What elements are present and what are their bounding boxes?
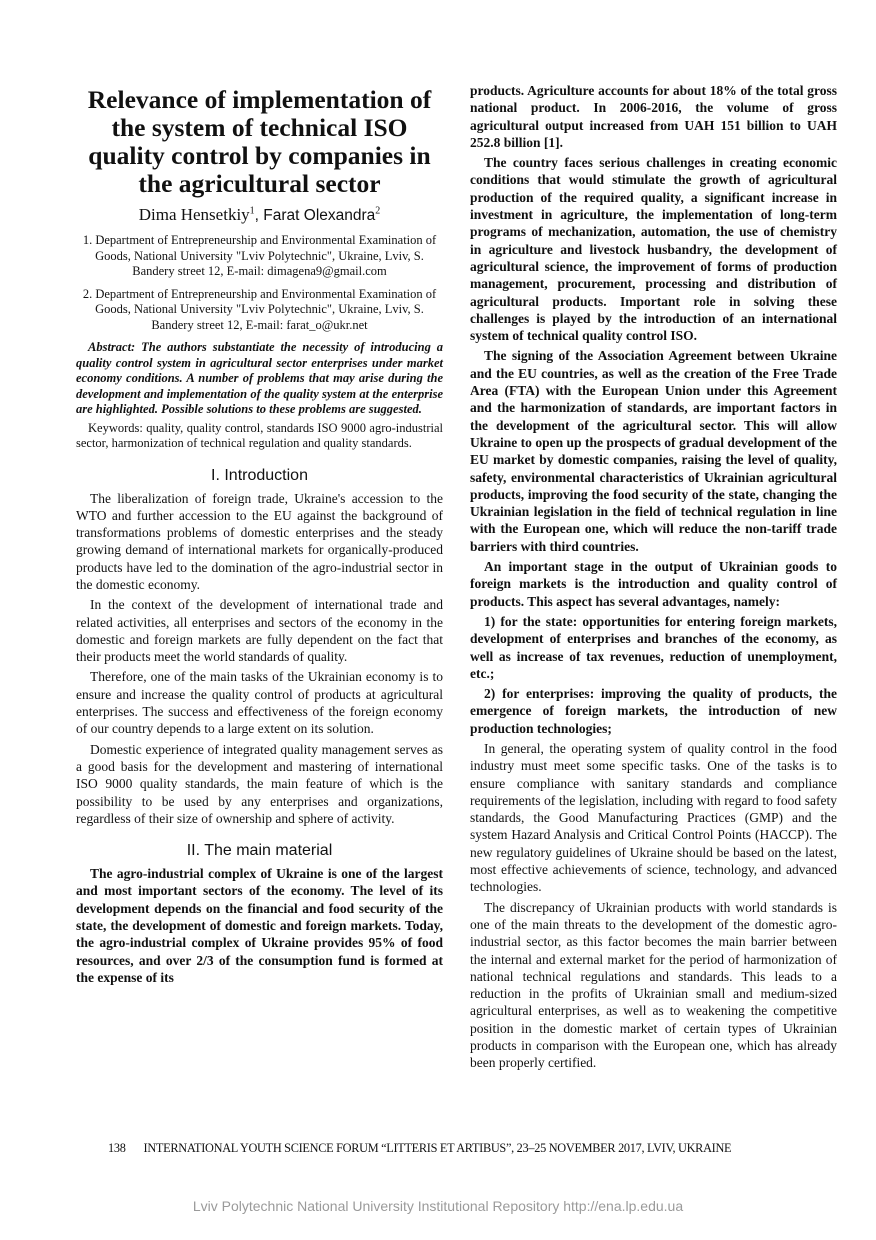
paragraph: Therefore, one of the main tasks of the Ukrainian economy is to ensure and increase the quality control of products at agricultural enterprises. The success and effectiveness of the foreign economy of our country depends to a large extent on its solution. bbox=[76, 669, 443, 737]
footer-text: INTERNATIONAL YOUTH SCIENCE FORUM “LITTERIS ET ARTIBUS”, 23–25 NOVEMBER 2017, LVIV, UKRAINE bbox=[143, 1141, 732, 1155]
section-heading: I. Introduction bbox=[211, 466, 308, 484]
section-heading: II. The main material bbox=[186, 842, 333, 860]
left-column bbox=[76, 86, 443, 989]
paragraph: The country faces serious challenges in creating economic conditions that would stimulate the growth of agricultural production of the required quality, a significant increase in investment in agriculture, the implementation of long-term programs of mechanization, automation, the use of chemistry in agriculture and livestock husbandry, the development of agricultural science, the improvement of forms of production management, procurement, processing and distribution of agricultural products. Important role in solving these challenges is played by the introduction of an international system of technical quality control ISO. bbox=[470, 155, 837, 344]
repository-watermark: Lviv Polytechnic National University Institutional Repository http://ena.lp.edu.ua bbox=[192, 1198, 684, 1214]
page-footer bbox=[108, 1140, 731, 1156]
author-affiliation-mark: 1 bbox=[249, 205, 255, 217]
paper-title: Relevance of implementation of the system of technical ISO quality control by companies in the agricultural sector bbox=[87, 85, 432, 198]
paragraph: Domestic experience of integrated quality management serves as a good basis for the development and mastering of international ISO 9000 quality standards, the main feature of which is the possibility to be used by any enterprises and organizations, regardless of their size of ownership and sphere of activity. bbox=[76, 741, 443, 826]
paragraph: 2) for enterprises: improving the quality of products, the emergence of foreign markets, the introduction of new production technologies; bbox=[470, 686, 837, 736]
abstract: Abstract: The authors substantiate the necessity of introducing a quality control system in agricultural sector enterprises under market economy conditions. A number of problems that may arise during the development and implementation of the quality system at the enterprise are highlighted. Possible solutions to these problems are suggested. bbox=[76, 340, 443, 416]
affiliation: 1. Department of Entrepreneurship and Environmental Examination of Goods, National University "Lviv Polytechnic", Ukraine, Lviv, S. Bandery street 12, E-mail: dimagena9@gmail.com bbox=[82, 233, 437, 278]
keywords: Keywords: quality, quality control, standards ISO 9000 agro-industrial sector, harmonization of technical regulation and quality standards. bbox=[76, 420, 443, 450]
paragraph: The liberalization of foreign trade, Ukraine's accession to the WTO and further accession to the EU against the background of transformations problems of domestic enterprises and the steady growing demand of international markets for organically-produced products have led to the domination of the agro-industrial sector in the domestic economy. bbox=[76, 490, 443, 592]
paragraph: An important stage in the output of Ukrainian goods to foreign markets is the introduction and quality control of products. This aspect has several advantages, namely: bbox=[470, 559, 837, 609]
author-name: , Farat Olexandra bbox=[254, 207, 376, 224]
author-name: Dima Hensetkiy bbox=[138, 205, 250, 224]
paragraph: products. Agriculture accounts for about 18% of the total gross national product. In 2006-2016, the volume of gross agricultural output increased from UAH 151 billion to UAH 252.8 billion [1]. bbox=[470, 83, 837, 150]
author-affiliation-mark: 2 bbox=[375, 205, 381, 217]
paragraph: The agro-industrial complex of Ukraine is one of the largest and most important sectors of the economy. The level of its development depends on the financial and food security of the state, the development of domestic and foreign markets. Today, the agro-industrial complex of Ukraine provides 95% of food resources, and over 2/3 of the consumption fund is formed at the expense of its bbox=[76, 866, 443, 985]
right-column bbox=[470, 82, 837, 1075]
paragraph: The signing of the Association Agreement between Ukraine and the EU countries, as well as the creation of the Free Trade Area (FTA) with the European Union under this Agreement and the harmonization of standards, are important factors in the development of the agricultural sector. This will allow Ukraine to open up the prospects of gradual development of the EU market by domestic companies, raising the level of quality, safety, environmental characteristics of Ukrainian agricultural products, improving the food security of the state, changing the Ukrainian legislation in the field of technical regulation in line with the European one, which will reduce the non-tariff trade barriers with third countries. bbox=[470, 348, 837, 554]
page-number: 138 bbox=[108, 1141, 126, 1155]
paragraph: The discrepancy of Ukrainian products with world standards is one of the main threats to the development of the domestic agro-industrial sector, as this factor becomes the main barrier between the internal and external market for the period of harmonization of national technical regulations and standards. This leads to a reduction in the profits of Ukrainian small and medium-sized agricultural enterprises, as well as to weakening the competitive position in the domestic market of certain types of Ukrainian products in comparison with the European one, which has already been properly certified. bbox=[470, 899, 837, 1071]
affiliation: 2. Department of Entrepreneurship and Environmental Examination of Goods, National University "Lviv Polytechnic", Ukraine, Lviv, S. Bandery street 12, E-mail: farat_o@ukr.net bbox=[82, 286, 437, 332]
paragraph: In the context of the development of international trade and related activities, all enterprises and sectors of the economy in the domestic and foreign markets are fully dependent on the fact that their products meet the world standards of quality. bbox=[76, 597, 443, 665]
paragraph: 1) for the state: opportunities for entering foreign markets, development of enterprises and branches of the economy, as well as increase of tax revenues, reduction of unemployment, etc.; bbox=[470, 613, 837, 681]
paragraph: In general, the operating system of quality control in the food industry must meet some specific tasks. One of the tasks is to ensure compliance with sanitary standards and compliance requirements of the legislation, including with regard to food safety standards, the Good Manufacturing Practices (GMP) and the system Hazard Analysis and Critical Control Points (HACCP). The new regulatory guidelines of Ukraine should be based on the latest, most effective achievements of science, technology, and advanced technologies. bbox=[470, 740, 837, 895]
authors bbox=[76, 204, 443, 227]
